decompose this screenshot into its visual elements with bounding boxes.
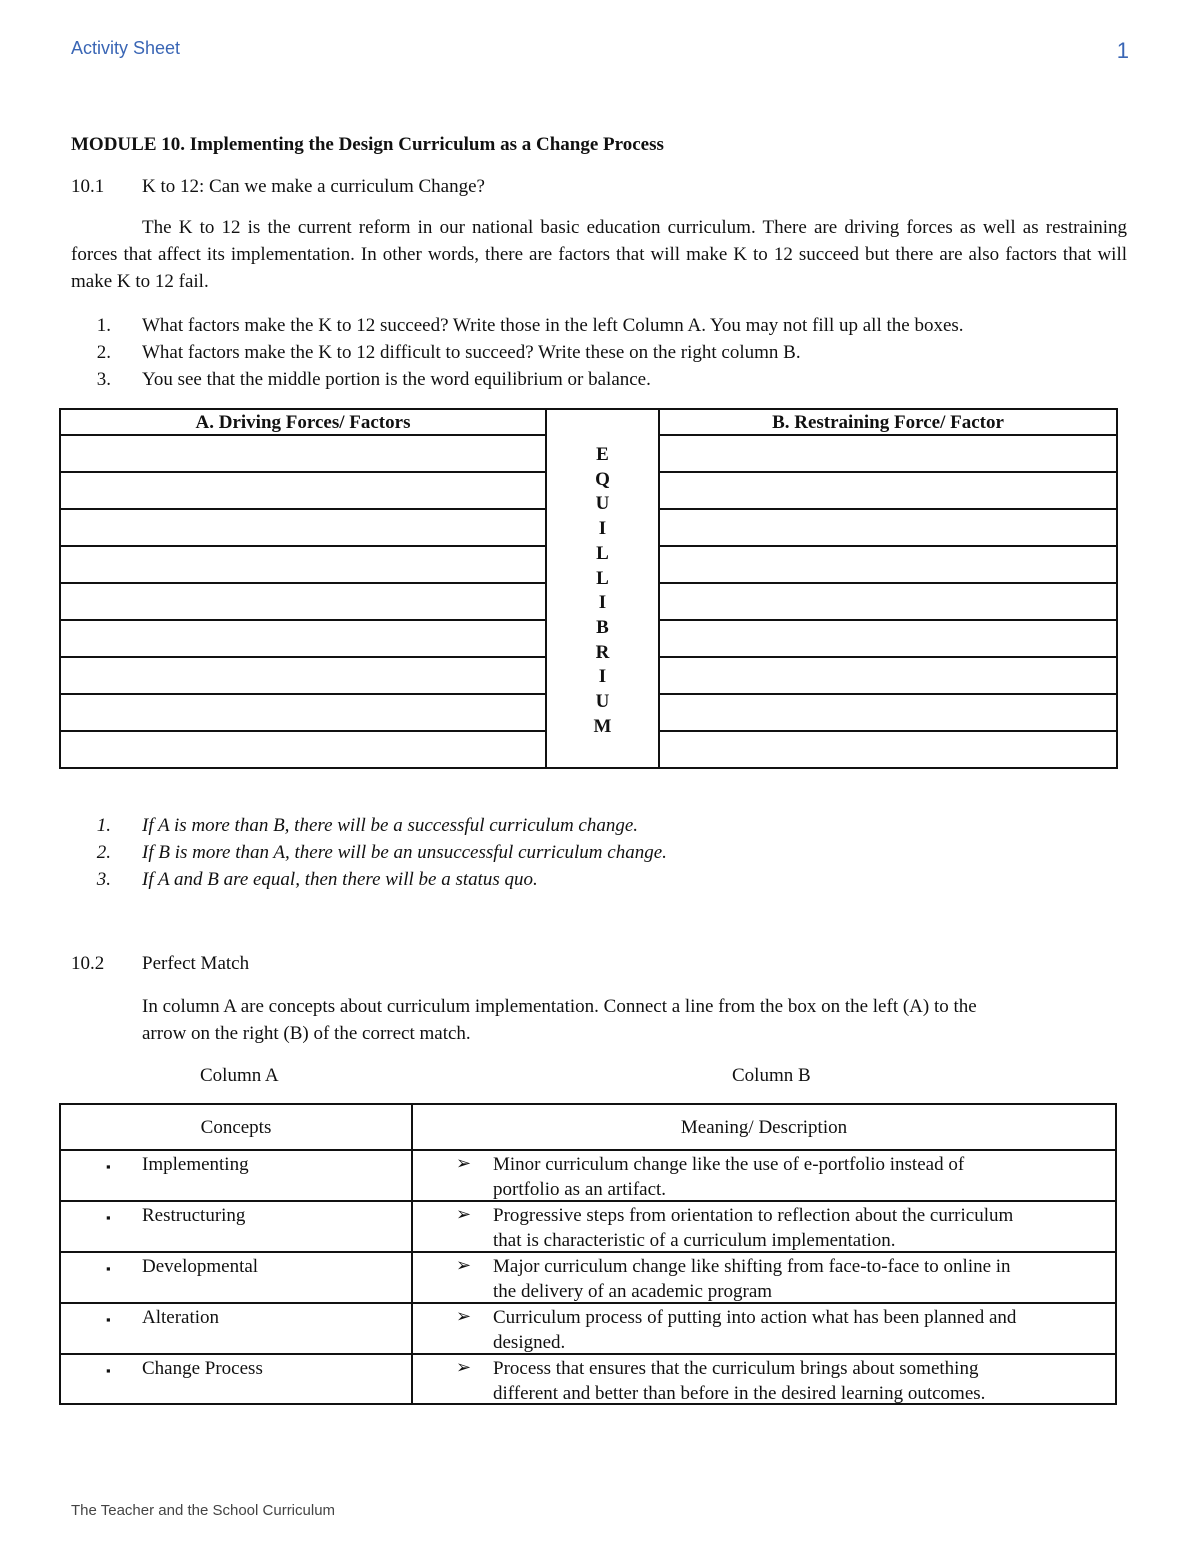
- arrow-icon[interactable]: ➢: [456, 1306, 472, 1326]
- section-2-number: 10.2: [71, 953, 105, 974]
- driving-force-box[interactable]: [61, 584, 545, 621]
- match-row: [61, 1202, 1115, 1253]
- instruction-text: You see that the middle portion is the word equilibrium or balance.: [142, 369, 651, 390]
- match-table-header: [61, 1105, 1115, 1151]
- driving-force-box[interactable]: [61, 695, 545, 732]
- column-divider: [411, 1105, 413, 1403]
- description-line: different and better than before in the desired learning outcomes.: [493, 1383, 986, 1404]
- description-line: Curriculum process of putting into action what has been planned and: [493, 1307, 1017, 1328]
- bullet-icon: ▪: [106, 1312, 111, 1327]
- restraining-force-box[interactable]: [660, 436, 1116, 473]
- driving-force-box[interactable]: [61, 547, 545, 584]
- equilibrium-letter: I: [598, 666, 607, 688]
- instruction-number: 2.: [96, 342, 111, 363]
- driving-force-box[interactable]: [61, 436, 545, 473]
- equilibrium-letter: L: [596, 542, 609, 564]
- equilibrium-letter: E: [596, 444, 609, 465]
- description-line: designed.: [493, 1332, 566, 1353]
- arrow-icon[interactable]: ➢: [456, 1153, 472, 1173]
- section-2-title: Perfect Match: [142, 953, 250, 974]
- concept-box[interactable]: Change Process: [142, 1358, 263, 1379]
- instruction-text: What factors make the K to 12 difficult to succeed? Write these on the right column B.: [142, 342, 801, 363]
- arrow-icon[interactable]: ➢: [456, 1255, 472, 1275]
- arrow-icon[interactable]: ➢: [456, 1204, 472, 1224]
- bullet-icon: ▪: [106, 1363, 111, 1378]
- column-a-label: Column A: [200, 1065, 279, 1086]
- restraining-forces-header: B. Restraining Force/ Factor: [660, 410, 1116, 436]
- section-1-title: K to 12: Can we make a curriculum Change?: [142, 176, 485, 197]
- header-title: Activity Sheet: [71, 38, 181, 58]
- description-line: that is characteristic of a curriculum implementation.: [493, 1230, 896, 1251]
- match-row: [61, 1304, 1115, 1355]
- restraining-force-box[interactable]: [660, 510, 1116, 547]
- section-2-instruction-line-1: In column A are concepts about curriculum implementation. Connect a line from the box on the left (A) to the: [142, 996, 977, 1017]
- driving-force-box[interactable]: [61, 510, 545, 547]
- equilibrium-word: [547, 443, 658, 739]
- description-line: portfolio as an artifact.: [493, 1179, 667, 1200]
- equilibrium-letter: L: [596, 567, 609, 589]
- concept-box[interactable]: Restructuring: [142, 1205, 246, 1226]
- equilibrium-letter: U: [595, 493, 610, 515]
- restraining-force-box[interactable]: [660, 547, 1116, 584]
- outcome-number: 3.: [96, 869, 111, 890]
- match-row: [61, 1253, 1115, 1304]
- description-text: [493, 1356, 1103, 1406]
- restraining-force-box[interactable]: [660, 584, 1116, 621]
- instruction-number: 3.: [96, 369, 111, 390]
- driving-force-box[interactable]: [61, 732, 545, 767]
- driving-forces-column: [61, 410, 545, 767]
- equilibrium-letter: I: [598, 518, 607, 540]
- outcome-number: 2.: [96, 842, 111, 863]
- description-header: Meaning/ Description: [680, 1117, 848, 1138]
- restraining-force-box[interactable]: [660, 658, 1116, 695]
- description-text: [493, 1305, 1103, 1355]
- driving-forces-header: A. Driving Forces/ Factors: [61, 410, 545, 436]
- concept-box[interactable]: Developmental: [142, 1256, 259, 1277]
- column-b-label: Column B: [732, 1065, 811, 1086]
- description-text: [493, 1254, 1103, 1304]
- bullet-icon: ▪: [106, 1159, 111, 1174]
- bullet-icon: ▪: [106, 1210, 111, 1225]
- instruction-text: What factors make the K to 12 succeed? Write those in the left Column A. You may not fill up all the boxes.: [142, 315, 964, 336]
- match-row: [61, 1355, 1115, 1406]
- description-line: Progressive steps from orientation to reflection about the curriculum: [493, 1205, 1014, 1226]
- bullet-icon: ▪: [106, 1261, 111, 1276]
- footer-text: The Teacher and the School Curriculum: [71, 1502, 336, 1519]
- restraining-force-box[interactable]: [660, 621, 1116, 658]
- outcome-text: If A is more than B, there will be a successful curriculum change.: [142, 815, 639, 836]
- concept-box[interactable]: Alteration: [142, 1307, 220, 1328]
- equilibrium-letter: Q: [595, 468, 610, 490]
- description-text: [493, 1203, 1103, 1253]
- driving-force-box[interactable]: [61, 621, 545, 658]
- outcome-number: 1.: [96, 815, 111, 836]
- equilibrium-letter: U: [595, 691, 610, 713]
- description-line: Major curriculum change like shifting from face-to-face to online in: [493, 1256, 1011, 1277]
- equilibrium-letter: M: [593, 715, 612, 737]
- instruction-number: 1.: [96, 315, 111, 336]
- page-number: 1: [1116, 38, 1129, 63]
- equilibrium-letter: B: [596, 616, 609, 638]
- description-line: Minor curriculum change like the use of e-portfolio instead of: [493, 1154, 965, 1175]
- section-2-instruction-line-2: arrow on the right (B) of the correct match.: [142, 1023, 471, 1044]
- description-line: the delivery of an academic program: [493, 1281, 773, 1302]
- equilibrium-letter: R: [595, 641, 610, 663]
- equilibrium-column: [545, 410, 660, 767]
- concepts-header: Concepts: [200, 1117, 272, 1138]
- arrow-icon[interactable]: ➢: [456, 1357, 472, 1377]
- concept-box[interactable]: Implementing: [142, 1154, 249, 1175]
- restraining-force-box[interactable]: [660, 473, 1116, 510]
- driving-force-box[interactable]: [61, 473, 545, 510]
- equilibrium-letter: I: [598, 592, 607, 614]
- outcome-text: If A and B are equal, then there will be a status quo.: [142, 869, 538, 890]
- description-text: [493, 1152, 1103, 1202]
- section-1-number: 10.1: [71, 176, 105, 197]
- section-1-paragraph: The K to 12 is the current reform in our national basic education curriculum. There are driving forces as well as restraining forces that affect its implementation. In other words, there are factors that will make K to 12 succeed but there are also factors that will make K to 12 fail.: [71, 217, 1127, 292]
- restraining-force-box[interactable]: [660, 695, 1116, 732]
- driving-force-box[interactable]: [61, 658, 545, 695]
- match-row: [61, 1151, 1115, 1202]
- restraining-force-box[interactable]: [660, 732, 1116, 767]
- equilibrium-table: [59, 408, 1118, 769]
- outcome-text: If B is more than A, there will be an unsuccessful curriculum change.: [142, 842, 667, 863]
- match-table: [59, 1103, 1117, 1405]
- description-line: Process that ensures that the curriculum brings about something: [493, 1358, 979, 1379]
- module-title: MODULE 10. Implementing the Design Curriculum as a Change Process: [71, 134, 664, 155]
- restraining-forces-column: [660, 410, 1116, 767]
